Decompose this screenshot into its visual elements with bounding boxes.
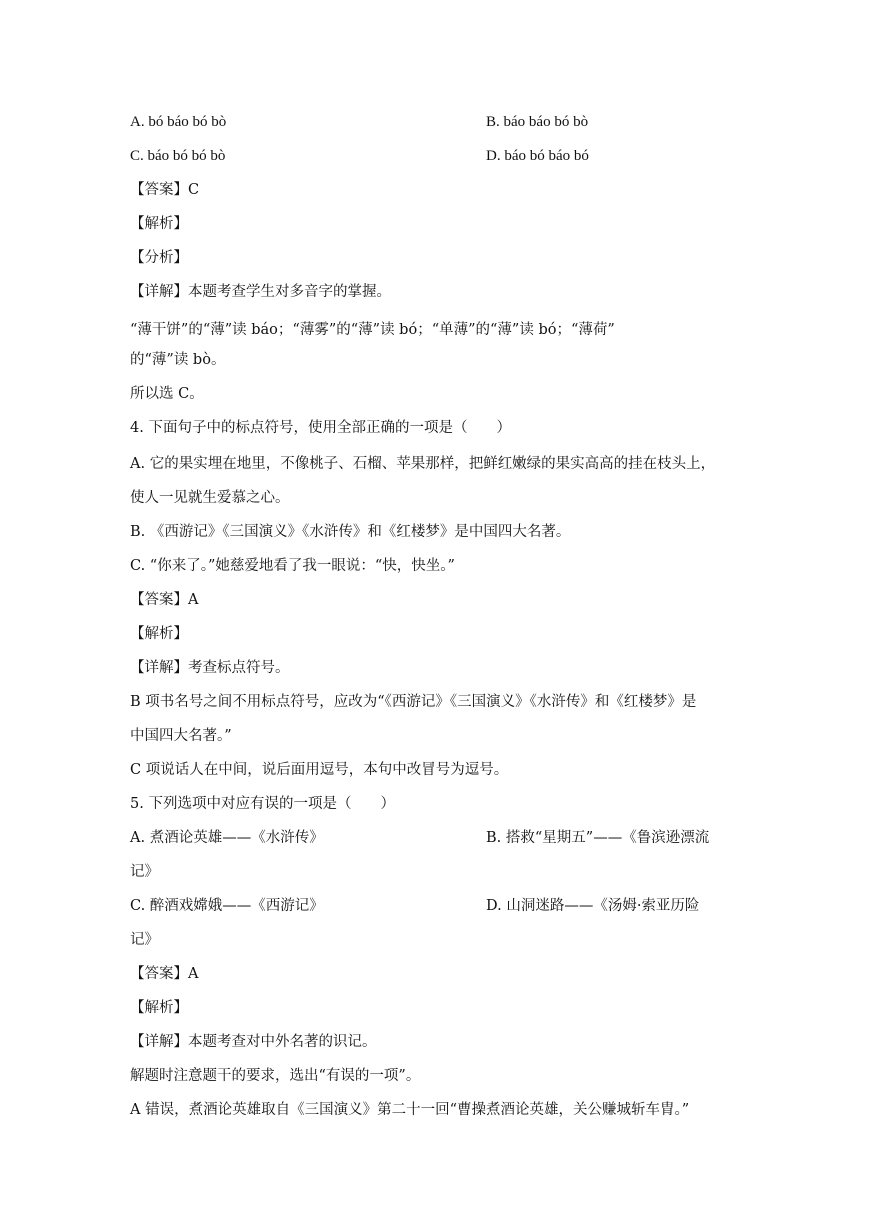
q4-b-explain-line-1: B 项书名号之间不用标点符号，应改为“《西游记》《三国演义》《水浒传》和《红楼梦》是 xyxy=(130,694,697,710)
q5-option-a: A. 煮酒论英雄——《水浒传》 xyxy=(130,830,324,846)
q4-answer: 【答案】A xyxy=(130,592,199,608)
q5-answer: 【答案】A xyxy=(130,966,199,982)
q4-detail: 【详解】考查标点符号。 xyxy=(130,660,290,676)
q4-c-explain: C 项说话人在中间，说后面用逗号，本句中改冒号为逗号。 xyxy=(130,762,509,778)
q5-detail: 【详解】本题考查对中外名著的识记。 xyxy=(130,1034,377,1050)
q3-fenxi-heading: 【分析】 xyxy=(130,250,188,266)
q5-a-explain: A 错误，煮酒论英雄取自《三国演义》第二十一回“曹操煮酒论英雄，关公赚城斩车胄。” xyxy=(130,1102,690,1118)
q4-stem: 4. 下面句子中的标点符号，使用全部正确的一项是（ ） xyxy=(130,420,511,436)
q5-option-d-line-1: D. 山洞迷路——《汤姆·索亚历险 xyxy=(486,898,700,914)
q5-option-d-line-2: 记》 xyxy=(130,932,159,948)
q3-detail-line-2: 的“薄”读 bò。 xyxy=(130,352,226,368)
q4-option-c: C. “你来了。”她慈爱地看了我一眼说：“快，快坐。” xyxy=(130,558,455,574)
q3-option-a: A. bó báo bó bò xyxy=(130,114,227,130)
q3-option-d: D. báo bó báo bó xyxy=(486,148,589,164)
q4-analysis-heading: 【解析】 xyxy=(130,626,188,642)
q3-conclusion: 所以选 C。 xyxy=(130,386,204,402)
q3-detail-line-1: “薄干饼”的“薄”读 báo；“薄雾”的“薄”读 bó；“单薄”的“薄”读 bó；“薄荷” xyxy=(130,322,615,338)
q4-option-b: B. 《西游记》《三国演义》《水浒传》和《红楼梦》是中国四大名著。 xyxy=(130,524,571,540)
q5-option-b-line-2: 记》 xyxy=(130,864,159,880)
q4-option-a-line-2: 使人一见就生爱慕之心。 xyxy=(130,490,290,506)
q5-stem: 5. 下列选项中对应有误的一项是（ ） xyxy=(130,796,395,812)
q3-option-c: C. báo bó bó bò xyxy=(130,148,226,164)
q5-note: 解题时注意题干的要求，选出“有误的一项”。 xyxy=(130,1068,421,1084)
q3-analysis-heading: 【解析】 xyxy=(130,216,188,232)
q3-option-b: B. báo báo bó bò xyxy=(486,114,589,130)
q4-b-explain-line-2: 中国四大名著。” xyxy=(130,728,232,744)
q3-detail: 【详解】本题考查学生对多音字的掌握。 xyxy=(130,284,391,300)
q5-option-b-line-1: B. 搭救“星期五”——《鲁滨逊漂流 xyxy=(486,830,710,846)
q5-option-c: C. 醉酒戏嫦娥——《西游记》 xyxy=(130,898,324,914)
q4-option-a-line-1: A. 它的果实埋在地里，不像桃子、石榴、苹果那样，把鲜红嫩绿的果实高高的挂在枝头上， xyxy=(130,456,716,472)
q5-analysis-heading: 【解析】 xyxy=(130,1000,188,1016)
q3-answer: 【答案】C xyxy=(130,182,200,198)
